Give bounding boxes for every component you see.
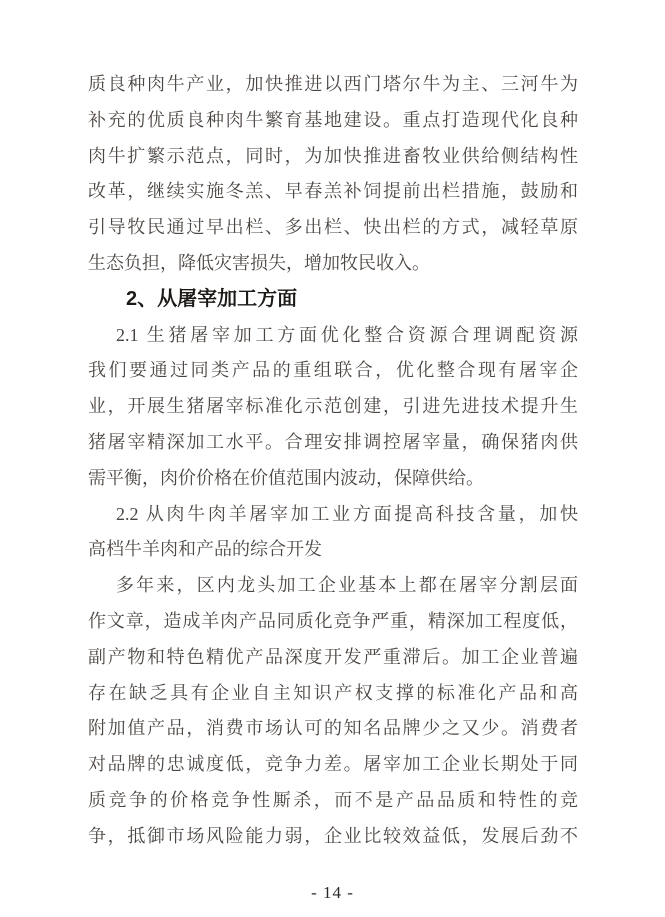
text-line: 业，开展生猪屠宰标准化示范创建，引进先进技术提升生 [88, 396, 578, 417]
text-line: 改革，继续实施冬羔、早春羔补饲提前出栏措施，鼓励和 [88, 181, 578, 202]
text-line: 存在缺乏具有企业自主知识产权支撑的标准化产品和高 [88, 682, 578, 703]
text-line: 补充的优质良种肉牛繁育基地建设。重点打造现代化良种 [88, 109, 578, 130]
text-line: 争，抵御市场风险能力弱，企业比较效益低，发展后劲不 [88, 825, 578, 846]
text-line: 质竞争的价格竞争性厮杀，而不是产品品质和特性的竞 [88, 789, 578, 810]
page-footer [0, 882, 665, 904]
text-line: 肉牛扩繁示范点，同时，为加快推进畜牧业供给侧结构性 [88, 145, 578, 166]
document-body [88, 67, 578, 855]
text-line: 生态负担，降低灾害损失，增加牧民收入。 [88, 252, 430, 273]
text-line: 需平衡，肉价价格在价值范围内波动，保障供给。 [88, 467, 484, 488]
section-heading: 2、从屠宰加工方面 [126, 287, 298, 310]
text-line: 2.2 从肉牛肉羊屠宰加工业方面提高科技含量，加快 [116, 503, 578, 524]
text-line: 2.1 生猪屠宰加工方面优化整合资源合理调配资源 [116, 324, 578, 345]
text-line: 质良种肉牛产业，加快推进以西门塔尔牛为主、三河牛为 [88, 74, 578, 94]
text-line: 猪屠宰精深加工水平。合理安排调控屠宰量，确保猪肉供 [88, 431, 578, 452]
text-line: 副产物和特色精优产品深度开发严重滞后。加工企业普遍 [88, 646, 578, 667]
text-line: 对品牌的忠诚度低，竞争力差。屠宰加工企业长期处于同 [88, 754, 578, 775]
text-line: 引导牧民通过早出栏、多出栏、快出栏的方式，减轻草原 [88, 217, 578, 238]
text-line: 高档牛羊肉和产品的综合开发 [88, 539, 322, 560]
text-line: 附加值产品，消费市场认可的知名品牌少之又少。消费者 [88, 718, 578, 739]
text-line: 多年来，区内龙头加工企业基本上都在屠宰分割层面 [116, 575, 578, 596]
text-line: 作文章，造成羊肉产品同质化竞争严重，精深加工程度低， [88, 610, 578, 631]
text-line: 我们要通过同类产品的重组联合，优化整合现有屠宰企 [88, 360, 578, 381]
page-number: - 14 - [311, 883, 354, 902]
